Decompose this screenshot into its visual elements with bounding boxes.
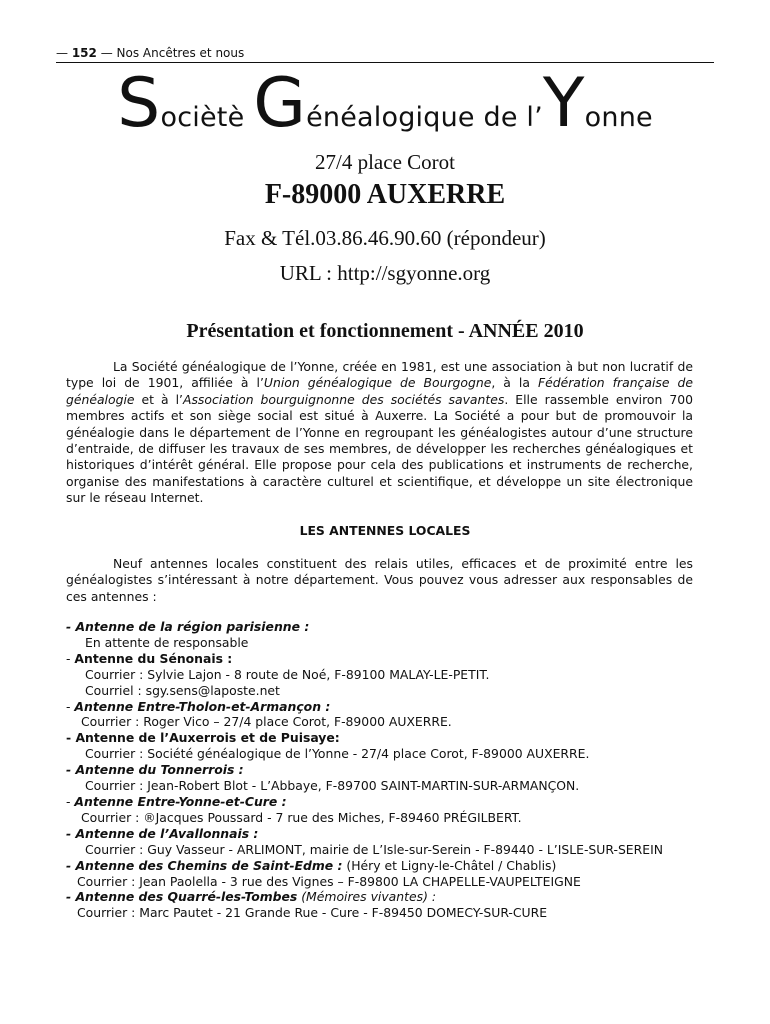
antenna-title: - Antenne des Quarré-les-Tombes [66, 889, 298, 905]
antenna-note: (Mémoires vivantes) : [297, 889, 437, 905]
antennes-intro-paragraph: Neuf antennes locales constituent des relais utiles, efficaces et de proximité entre les généalogistes s’intéressant à notre département. Vous pouvez vous adresser aux responsables de ces antennes : [66, 556, 693, 604]
antenna-detail: Courrier : Société généalogique de l’Yonne - 27/4 place Corot, F-89000 AUXERRE. [85, 746, 590, 762]
title-cap-s: S [117, 64, 161, 143]
antenna-title-line [66, 858, 756, 874]
header-rule [56, 62, 714, 63]
publication-name: Nos Ancêtres et nous [116, 46, 245, 60]
antenna-detail: Courrier : Jean Paolella - 3 rue des Vignes – F-89800 LA CHAPELLE-VAUPELTEIGNE [77, 873, 581, 889]
antenna-detail: Courrier : Sylvie Lajon - 8 route de Noé, F-89100 MALAY-LE-PETIT. [85, 666, 490, 682]
antenna-note: (Héry et Ligny-le-Châtel / Chablis) [342, 857, 557, 873]
antenna-title: - Antenne de l’Avallonnais : [66, 825, 259, 841]
antenna-title-line [66, 889, 756, 905]
title-cap-y: Y [542, 64, 585, 143]
header-dash-right: — [100, 46, 113, 60]
antenna-title: Antenne Entre-Yonne-et-Cure : [74, 793, 287, 809]
antenna-title-line: - Antenne du Sénonais : [66, 650, 233, 666]
antenna-detail: Courrier : Marc Pautet - 21 Grande Rue - Cure - F-89450 DOMECY-SUR-CURE [77, 905, 548, 921]
antenna-detail: Courriel : sgy.sens@laposte.net [85, 682, 280, 698]
intro-paragraph: La Société généalogique de l’Yonne, créée en 1981, est une association à but non lucratif de type loi de 1901, affiliée à l’Union généalogique de Bourgogne, à la Fédération française de généalogie et à l’Association bourguignonne des sociétés savantes. Elle rassemble environ 700 membres actifs et son siège social est situé à Auxerre. La Société a pour but de promouvoir la généalogie dans le département de l’Yonne en regroupant les généalogistes autour d’une structure d’entraide, de diffuser les travaux de ses membres, de développer les recherches généalogiques et historiques d’intérêt général. Elle propose pour cela des publications et instruments de recherche, organise des manifestations à caractère culturel et scientifique, et développe un site électronique sur le réseau Internet. [66, 359, 694, 506]
antenna-title-line: - Antenne Entre-Yonne-et-Cure : [66, 793, 287, 809]
title-word-1: ociètè [160, 102, 245, 133]
federation-name: Fédération française de généalogie [66, 375, 693, 407]
address-street: 27/4 place Corot [315, 150, 455, 174]
title-word-3: onne [584, 102, 653, 133]
antenna-detail: Courrier : ®Jacques Poussard - 7 rue des Miches, F-89460 PRÉGILBERT. [81, 809, 522, 825]
antenna-title-line: - Antenne Entre-Tholon-et-Armançon : [66, 698, 331, 714]
title-cap-g: G [253, 64, 307, 143]
address-city: F-89000 AUXERRE [264, 179, 506, 210]
header-dash-left: — [56, 46, 68, 60]
association-name: Association bourguignonne des sociétés savantes [183, 391, 505, 407]
antenna-title: Antenne du Sénonais : [74, 650, 233, 666]
antenna-detail: Courrier : Guy Vasseur - ARLIMONT, mairie de L’Isle-sur-Serein - F-89440 - L’ISLE-SUR-SEREIN [85, 841, 664, 857]
antenna-title: - Antenne de l’Auxerrois et de Puisaye: [66, 730, 340, 746]
title-word-2: énéalogique de l’ [306, 102, 543, 133]
antennes-heading: LES ANTENNES LOCALES [299, 523, 471, 538]
society-title [0, 64, 770, 143]
address-phone: Fax & Tél.03.86.46.90.60 (répondeur) [224, 226, 546, 250]
antenna-detail: En attente de responsable [85, 634, 249, 650]
antenna-detail: Courrier : Roger Vico – 27/4 place Corot, F-89000 AUXERRE. [81, 714, 452, 730]
page-number: 152 [71, 46, 97, 60]
antenna-title: - Antenne du Tonnerrois : [66, 762, 244, 778]
antenna-title: Antenne Entre-Tholon-et-Armançon : [74, 698, 331, 714]
antenna-list [66, 619, 756, 921]
antenna-title: - Antenne des Chemins de Saint-Edme : [66, 857, 343, 873]
running-header [56, 46, 244, 60]
union-name: Union généalogique de Bourgogne [263, 375, 492, 391]
antenna-title: - Antenne de la région parisienne : [66, 619, 310, 634]
presentation-heading: Présentation et fonctionnement - ANNÉE 2010 [186, 320, 584, 342]
antenna-detail: Courrier : Jean-Robert Blot - L’Abbaye, F-89700 SAINT-MARTIN-SUR-ARMANÇON. [85, 778, 580, 794]
address-url: URL : http://sgyonne.org [279, 261, 491, 285]
